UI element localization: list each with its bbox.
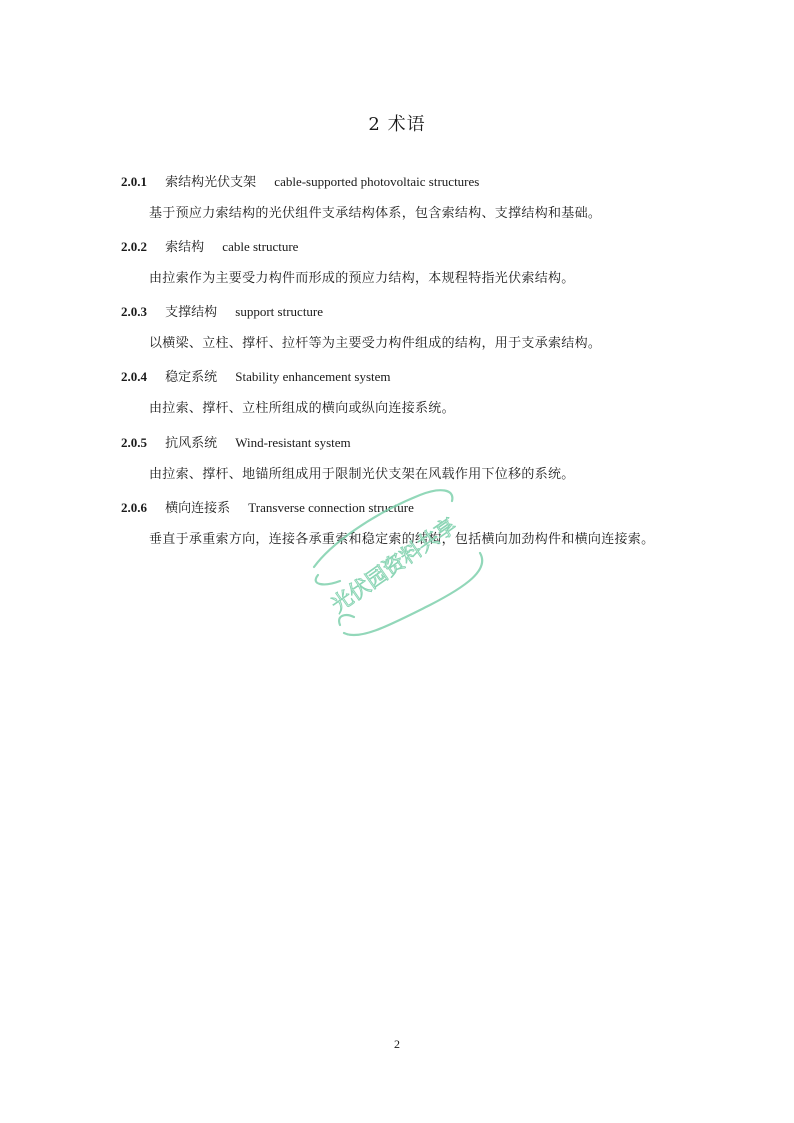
- term-chinese-name: 抗风系统: [165, 436, 218, 451]
- term-heading: [121, 434, 721, 453]
- page-number: 2: [394, 1037, 400, 1051]
- term-entry: [121, 368, 721, 418]
- term-english-name: Stability enhancement system: [235, 369, 391, 384]
- term-definition: 由拉索作为主要受力构件而形成的预应力结构，本规程特指光伏索结构。: [149, 271, 575, 286]
- term-english-name: Transverse connection structure: [248, 500, 414, 515]
- term-entry: [121, 238, 721, 288]
- term-chinese-name: 稳定系统: [165, 370, 218, 385]
- term-definition: 由拉索、撑杆、立柱所组成的横向或纵向连接系统。: [149, 401, 455, 416]
- term-definition: 垂直于承重索方向，连接各承重索和稳定索的结构，包括横向加劲构件和横向连接索。: [149, 532, 655, 547]
- term-english-name: cable structure: [222, 239, 299, 254]
- term-entry: [121, 434, 721, 484]
- term-english-name: support structure: [235, 304, 324, 319]
- term-chinese-name: 支撑结构: [165, 305, 218, 320]
- term-heading: [121, 368, 721, 387]
- term-chinese-name: 索结构光伏支架: [165, 175, 257, 190]
- term-entry: [121, 303, 721, 353]
- term-english-name: Wind-resistant system: [235, 435, 351, 450]
- watermark-text: 光伏园资料共享: [326, 513, 462, 618]
- term-number: 2.0.5: [121, 435, 147, 450]
- term-heading: [121, 499, 721, 518]
- term-definition: 由拉索、撑杆、地锚所组成用于限制光伏支架在风载作用下位移的系统。: [149, 467, 575, 482]
- term-number: 2.0.3: [121, 304, 147, 319]
- term-number: 2.0.1: [121, 174, 147, 189]
- term-number: 2.0.2: [121, 239, 147, 254]
- term-definition: 以横梁、立柱、撑杆、拉杆等为主要受力构件组成的结构，用于支承索结构。: [149, 336, 602, 351]
- term-definition: 基于预应力索结构的光伏组件支承结构体系，包含索结构、支撑结构和基础。: [149, 206, 602, 221]
- term-entry: [121, 499, 721, 549]
- page-title: 2 术语: [368, 114, 426, 135]
- term-heading: [121, 303, 721, 322]
- term-heading: [121, 173, 721, 192]
- term-english-name: cable-supported photovoltaic structures: [274, 174, 480, 189]
- term-number: 2.0.6: [121, 500, 147, 515]
- term-heading: [121, 238, 721, 257]
- term-chinese-name: 横向连接系: [165, 501, 231, 516]
- term-number: 2.0.4: [121, 369, 147, 384]
- term-chinese-name: 索结构: [165, 240, 205, 255]
- term-entry: [121, 173, 721, 223]
